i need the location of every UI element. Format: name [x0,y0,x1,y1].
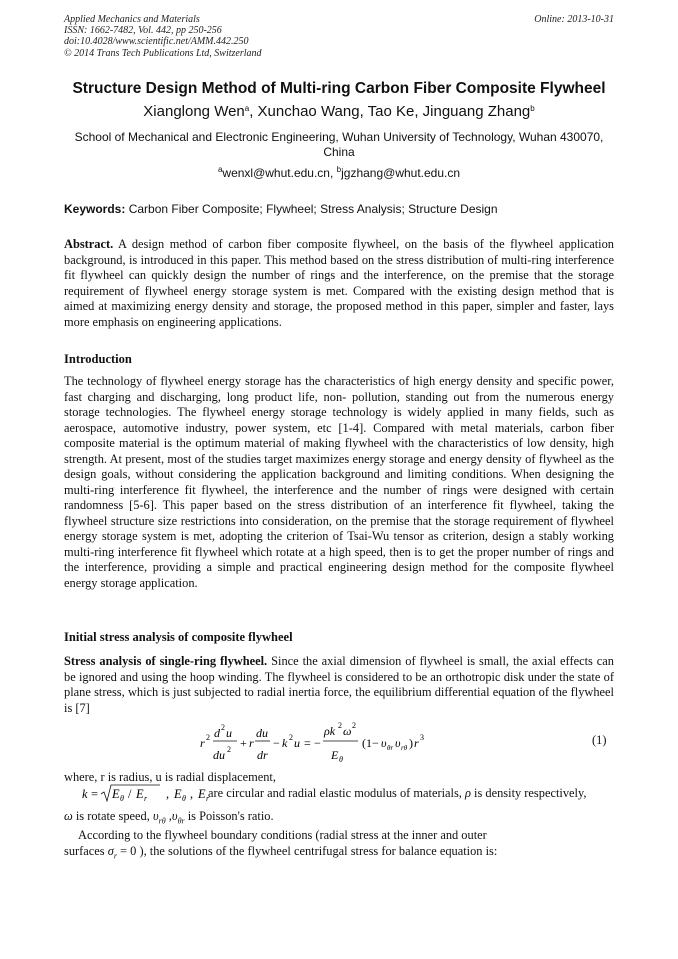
author-rest: , Xunchao Wang, Tao Ke, Jinguang Zhang [249,103,531,120]
section-heading-stress: Initial stress analysis of composite flywheel [64,630,293,644]
svg-text:2: 2 [221,723,225,732]
email-line [60,166,618,181]
svg-text:k: k [282,736,288,750]
svg-text:−: − [273,736,280,750]
email-sup-b: b [336,165,342,174]
surfaces-post: ), the solutions of the flywheel centrifugal stress for balance equation is: [139,844,498,858]
svg-text:u: u [226,726,232,740]
svg-text:dr: dr [257,748,268,762]
omega-symbol: ω [64,809,73,823]
svg-text:du: du [213,748,225,762]
author-first: Xianglong Wen [143,103,245,120]
single-ring-paragraph [64,654,614,716]
author-first-sup: a [244,104,250,113]
svg-text:2: 2 [206,733,210,742]
svg-text:E: E [198,787,206,801]
svg-text:ρk: ρk [324,724,336,738]
rho-symbol: ρ [465,786,471,800]
sigma-r-symbol: $\sigma_r$ [107,844,117,861]
svg-text:r: r [144,794,148,803]
poisson-symbols: $\upsilon_{r\theta}$ $,\upsilon_{\theta r}$ [152,809,185,826]
svg-text:,: , [166,787,170,801]
abstract-label: Abstract. [64,237,114,251]
svg-text:r: r [414,736,419,750]
svg-text:du: du [256,726,268,740]
svg-text:3: 3 [420,733,424,742]
svg-text:,: , [190,787,194,801]
equation-1-number: (1) [592,733,607,747]
paper-title: Structure Design Method of Multi-ring Carbon Fiber Composite Flywheel [72,80,606,97]
svg-text:u: u [294,736,300,750]
abstract-paragraph [64,237,614,330]
svg-text:−: − [314,736,321,750]
svg-text:+: + [240,736,247,750]
where-line: where, r is radius, u is radial displacement, [64,770,276,784]
email-sup-a: a [217,165,223,174]
svg-text:θr: θr [387,744,394,752]
abstract-text: A design method of carbon fiber composite flywheel, on the basis of the flywheel application background, is introduced in this paper. This method based on the stress distribution of multi-ring interference fit flywheel can quickly design the number of rings and the interference, on the premise that the storage requirement of flywheel energy storage system is met. Compared with the existing design method that is aimed at maximizing energy density and storage, the proposed method in this paper, simpler and faster, lays more emphasis on engineering applications. [64,237,614,329]
sigma-eq: = 0 [116,844,140,858]
svg-text:E: E [174,787,182,801]
svg-text:): ) [409,736,413,750]
journal-name: Applied Mechanics and Materials [64,14,200,25]
svg-text:θ: θ [182,794,186,803]
email-a: wenxl@whut.edu.cn, [222,166,337,180]
introduction-paragraph: The technology of flywheel energy storage has the characteristics of high energy density and specific power, fast charging and discharging, long product life, non- pollution, standing out from the numerous energy storage technologies. The flywheel energy storage technology is widely applied in many fields, such as aerospace, automotive industry, power system, etc [1-4]. Compared with metal materials, carbon fiber composite material is the optimum material of making flywheel with the characteristics of low density, high strength. At present, most of the studies target maximizes energy storage and energy density of flywheel as the design goals, without considering the application background and limiting conditions. When designing the multi-ring interference fit flywheel, the interference and the number of rings were designed with certain randomness [5-6]. This paper based on the stress distribution of an interference fit flywheel, taking the flywheel structure size restrictions into consideration, on the premise that the storage requirement of flywheel energy storage system is met, adopting the criterion of Tsai-Wu tensor as criterion, design a stably working multi-ring interference fit flywheel which rotate at a high speed, then is to get the proper number of rings and the interference, providing a simple and practical engineering design method for the composite flywheel energy storage application. [64,374,614,590]
svg-text:υ: υ [395,736,401,750]
single-ring-text: Since the axial dimension of flywheel is small, the axial effects can be ignored and using the hoop winding. The flywheel is considered to be an orthotropic disk under the state of plane stress, which is just subjected to radial inertia force, the equilibrium differential equation of the flywheel is [7] [64,654,614,715]
journal-header [64,14,614,59]
svg-text:E: E [136,787,144,801]
svg-text:θ: θ [339,755,343,764]
svg-text:r: r [249,736,254,750]
svg-text:2: 2 [289,733,293,742]
k-definition-line [64,786,614,808]
keywords-label: Keywords: [64,202,126,216]
svg-text:(1−: (1− [362,736,379,750]
email-b: jgzhang@whut.edu.cn [341,166,461,180]
density-text: is density respectively, [470,786,587,800]
author-last-sup: b [530,104,535,113]
doi-line: doi:10.4028/www.scientific.net/AMM.442.250 [64,36,249,48]
surfaces-line [64,844,497,860]
svg-text:=: = [304,736,311,750]
issn-line: ISSN: 1662-7482, Vol. 442, pp 250-256 [64,25,222,37]
svg-text:d: d [214,726,220,740]
svg-text:2: 2 [338,721,342,730]
surfaces-pre: surfaces [64,844,108,858]
svg-text:r: r [206,794,210,803]
modulus-text: are circular and radial elastic modulus of materials, [208,786,465,800]
introduction-heading: Introduction [64,352,132,366]
keywords [64,202,614,217]
svg-text:2: 2 [227,745,231,754]
equation-1 [200,720,500,768]
svg-text:θ: θ [120,794,124,803]
svg-text:E: E [331,748,339,762]
affiliation: School of Mechanical and Electronic Engineering, Wuhan University of Technology, Wuhan 430070, China [74,130,604,159]
svg-text:k: k [82,787,88,801]
online-date: Online: 2013-10-31 [534,14,614,25]
svg-text:=: = [91,787,98,801]
single-ring-label: Stress analysis of single-ring flywheel. [64,654,268,668]
svg-text:E: E [112,787,120,801]
svg-text:rθ: rθ [401,744,408,752]
copyright-line: © 2014 Trans Tech Publications Ltd, Switzerland [64,47,262,59]
svg-text:r: r [200,736,205,750]
svg-text:/: / [128,787,132,801]
svg-text:ω: ω [343,724,352,738]
author-list [40,103,638,121]
omega-line [64,809,274,825]
svg-text:υ: υ [381,736,387,750]
according-line: According to the flywheel boundary conditions (radial stress at the inner and outer [78,828,487,842]
poisson-text: is Poisson's ratio. [184,809,274,823]
svg-text:2: 2 [352,721,356,730]
omega-text: is rotate speed, [72,809,150,823]
keywords-text: Carbon Fiber Composite; Flywheel; Stress Analysis; Structure Design [125,202,498,216]
